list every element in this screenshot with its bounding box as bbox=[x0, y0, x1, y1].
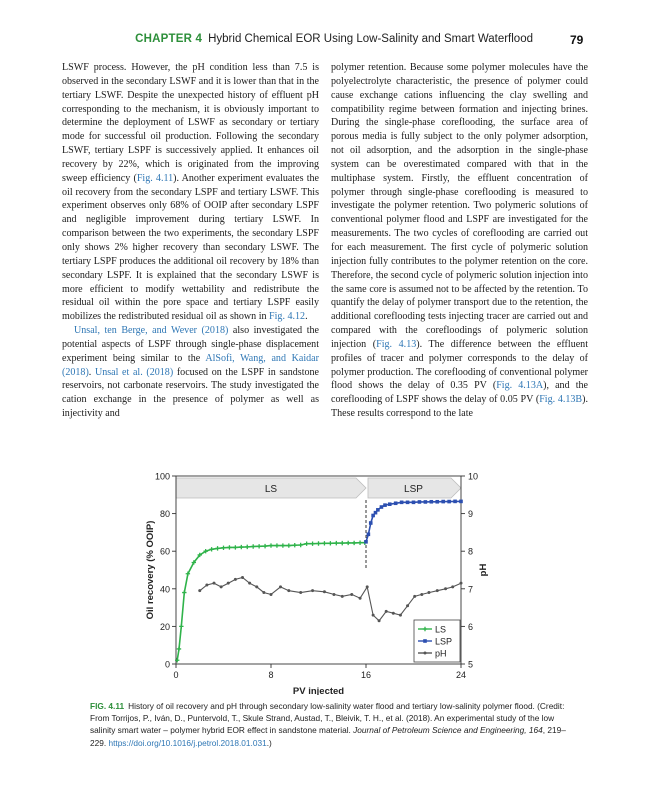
paragraph bbox=[62, 61, 319, 324]
chapter-title: Hybrid Chemical EOR Using Low-Salinity and Smart Waterflood bbox=[208, 33, 533, 45]
ls-point bbox=[221, 546, 225, 550]
ph-point bbox=[270, 593, 273, 596]
lsp-point bbox=[424, 500, 428, 504]
ph-point bbox=[460, 582, 463, 585]
series-ls bbox=[175, 541, 367, 663]
x-tick-label: 24 bbox=[455, 670, 467, 680]
y2-tick-label: 5 bbox=[468, 659, 474, 670]
text: also investigated the potential aspects of LSPF through single-phase displacement experiment being similar to the bbox=[62, 325, 319, 364]
text: ), and the coreflooding of LSPF shows the delay of 0.05 PV ( bbox=[331, 380, 589, 406]
ls-point bbox=[287, 543, 291, 547]
text: ). These results correspond to the late bbox=[331, 394, 588, 420]
paragraph bbox=[331, 61, 588, 421]
lsp-point bbox=[435, 500, 439, 504]
lsp-point bbox=[369, 521, 373, 525]
text: . bbox=[88, 366, 95, 378]
y-tick-label: 40 bbox=[159, 584, 170, 595]
ph-point bbox=[299, 591, 302, 594]
ph-point bbox=[255, 585, 258, 588]
paragraph bbox=[62, 324, 319, 421]
ls-point bbox=[239, 545, 243, 549]
figure-link[interactable]: Fig. 4.13A bbox=[496, 380, 544, 392]
lsp-point bbox=[380, 505, 384, 509]
y2-tick-label: 6 bbox=[468, 621, 474, 632]
series-ph bbox=[198, 576, 462, 622]
ph-point bbox=[406, 604, 409, 607]
ls-point bbox=[269, 543, 273, 547]
chapter-heading bbox=[135, 33, 533, 45]
ls-point bbox=[263, 544, 267, 548]
ls-point bbox=[251, 544, 255, 548]
x-tick-label: 0 bbox=[173, 670, 179, 680]
legend bbox=[414, 620, 460, 662]
ph-point bbox=[248, 582, 251, 585]
ls-point bbox=[179, 624, 183, 628]
ph-line bbox=[200, 578, 461, 621]
ph-point bbox=[234, 578, 237, 581]
ph-point bbox=[420, 593, 423, 596]
caption-journal: Journal of Petroleum Science and Engineering, 164 bbox=[353, 725, 543, 736]
y2-tick-label: 10 bbox=[468, 471, 479, 482]
figure-4-11 bbox=[0, 460, 648, 695]
lsp-point bbox=[453, 500, 457, 504]
legend-label: LSP bbox=[435, 636, 453, 647]
ls-point bbox=[182, 590, 186, 594]
ph-point bbox=[359, 597, 362, 600]
lsp-point bbox=[383, 503, 387, 507]
text: polymer retention. Because some polymer molecules have the polyelectrolyte characteristic, the presence of polymer could cause exchange cations influencing the clay swelling and compatibility regime between formation and injecting brines. During the single-phase coreflooding, the surface area of porous media is fully subject to the only polymer adsorption, not oil adsorption, and the adsorption in the single-phase system can be overestimated compared with that in the multiphase system. Firstly, the effluent concentration of polymer through single-phase coreflooding is measured to investigate the polymer retention. Two polymeric solutions of conventional polymer flood and LSPF are investigated for the measurements. The two cycles of coreflooding are carried out for each measurement. The first cycle of polymeric solution injection fully contributes to the polymer retention on the core. Therefore, the second cycle of polymeric solution injection into the same core is assumed not to be affected by the retention. To quantify the delay of polymer transport due to the retention, the additional coreflooding tests injecting tracer are carried out and compared with the corefloodings of polymeric solution injection ( bbox=[331, 62, 588, 350]
lsp-point bbox=[459, 500, 463, 504]
caption-text: History of oil recovery and pH through secondary low-salinity water flood and tertiary low-salinity polymer flood. (Credit: From Torrijos, P., Iván, D., Puntervold, T., Skule Strand, Austad, T., Bleivik, T. H., et al. (2018). An experimental study of the low salinity smart water – polymer hybrid EOR effect in sandstone material. bbox=[90, 701, 565, 736]
ls-point bbox=[352, 541, 356, 545]
ls-point bbox=[304, 541, 308, 545]
text: ). Another experiment evaluates the oil recovery from the secondary LSPF and tertiary LSWF. This experiment observes only 68% of OOIP after secondary LSPF and negligible improvement during tertiary LSWF. In comparison between the two experiments, the secondary LSPF only shows 2% higher recovery than secondary LSWF. The tertiary LSPF produces the additional oil recovery by 18% than secondary LSPF. It is explained that the secondary LSWF is more efficient to modify wettability and redistribute the residual oil within the pore space and tertiary LSPF easily mobilizes the redistributed residual oil as shown in bbox=[62, 172, 320, 323]
y-tick-label: 20 bbox=[159, 621, 170, 632]
ph-point bbox=[341, 595, 344, 598]
y-tick-label: 0 bbox=[164, 659, 170, 670]
ls-point bbox=[346, 541, 350, 545]
lsp-point bbox=[400, 501, 404, 505]
figure-link[interactable]: Fig. 4.13B bbox=[539, 394, 583, 406]
ph-point bbox=[311, 589, 314, 592]
right-column bbox=[331, 61, 588, 421]
lsp-point bbox=[388, 502, 392, 506]
doi-link[interactable]: https://doi.org/10.1016/j.petrol.2018.01.031 bbox=[108, 737, 267, 748]
lsp-point bbox=[412, 501, 416, 505]
x-tick-label: 16 bbox=[360, 670, 372, 680]
lsp-point bbox=[364, 540, 368, 544]
ls-point bbox=[233, 545, 237, 549]
ls-point bbox=[177, 647, 181, 651]
ls-point bbox=[281, 543, 285, 547]
legend-label: pH bbox=[435, 648, 447, 659]
ph-point bbox=[241, 576, 244, 579]
running-header bbox=[0, 33, 648, 49]
left-column bbox=[62, 61, 319, 421]
ls-point bbox=[298, 543, 302, 547]
ls-point bbox=[209, 547, 213, 551]
ls-point bbox=[328, 541, 332, 545]
ph-point bbox=[198, 589, 201, 592]
figure-link[interactable]: Fig. 4.12 bbox=[269, 311, 306, 323]
figure-link[interactable]: Fig. 4.11 bbox=[136, 172, 174, 184]
caption-text: , 219–229. bbox=[90, 725, 566, 748]
text: focused on the LSPF in sandstone reservoirs, not carbonate reservoirs. The study investigated the cation exchange in the presence of polymer as well as injectivity and bbox=[62, 366, 319, 420]
text: LSWF process. However, the pH condition less than 7.5 is observed in the secondary LSWF and it is lower than that in the tertiary LSWF. Despite the unexpected history of effluent pH corresponding to the mechanism, it is obviously important to determine the deployment of LSWF as secondary or tertiary mode for successful oil production. Following the secondary LSWF, tertiary LSPF is successively applied. It enhances oil recovery by 22%, which is originated from the improving sweep efficiency ( bbox=[62, 62, 319, 184]
ph-point bbox=[350, 593, 353, 596]
ph-point bbox=[372, 614, 375, 617]
ph-point bbox=[399, 614, 402, 617]
lsp-point bbox=[418, 500, 422, 504]
ls-point bbox=[316, 541, 320, 545]
ls-point bbox=[334, 541, 338, 545]
ph-point bbox=[385, 610, 388, 613]
lsp-point bbox=[447, 500, 451, 504]
figure-caption bbox=[90, 700, 568, 749]
chapter-label: CHAPTER 4 bbox=[135, 33, 203, 45]
citation-link[interactable]: Unsal et al. (2018) bbox=[94, 366, 174, 378]
lsp-point bbox=[441, 500, 445, 504]
citation-link[interactable]: AlSofi, Wang, and Kaidar (2018) bbox=[62, 352, 319, 378]
ph-point bbox=[279, 585, 282, 588]
y-tick-label: 100 bbox=[154, 471, 170, 482]
ls-phase-label: LS bbox=[264, 484, 278, 495]
x-tick-label: 8 bbox=[268, 670, 274, 680]
legend-label: LS bbox=[435, 624, 447, 635]
ph-point bbox=[287, 589, 290, 592]
ph-point bbox=[213, 582, 216, 585]
ph-point bbox=[427, 591, 430, 594]
ph-point bbox=[220, 585, 223, 588]
text: . bbox=[305, 311, 308, 323]
y2-tick-label: 9 bbox=[468, 509, 474, 520]
caption-text: .) bbox=[266, 737, 272, 748]
phase-arrows bbox=[176, 478, 461, 498]
ph-point bbox=[378, 619, 381, 622]
ls-point bbox=[227, 545, 231, 549]
ls-point bbox=[275, 543, 279, 547]
lsp-point bbox=[376, 508, 380, 512]
ph-point bbox=[262, 591, 265, 594]
ph-point bbox=[436, 589, 439, 592]
caption-label: FIG. 4.11 bbox=[90, 701, 125, 711]
y-tick-label: 80 bbox=[159, 509, 170, 520]
lsp-point bbox=[367, 532, 371, 536]
ls-point bbox=[322, 541, 326, 545]
ph-point bbox=[323, 590, 326, 593]
ph-point bbox=[392, 612, 395, 615]
ph-point bbox=[205, 584, 208, 587]
ls-point bbox=[215, 546, 219, 550]
y-axis-label: Oil recovery (% OOIP) bbox=[145, 520, 156, 620]
ph-point bbox=[424, 652, 427, 655]
x-axis-label: PV injected bbox=[292, 686, 345, 695]
ph-point bbox=[227, 582, 230, 585]
ls-point bbox=[245, 545, 249, 549]
text: ). The difference between the effluent profiles of tracer and polymer corresponds to the delay of polymer production. The coreflooding of conventional polymer flood shows the delay of 0.35 PV ( bbox=[331, 338, 588, 392]
ls-point bbox=[340, 541, 344, 545]
ls-point bbox=[310, 541, 314, 545]
lsp-point bbox=[394, 501, 398, 505]
citation-link[interactable]: Unsal, ten Berge, and Wever (2018) bbox=[74, 325, 229, 337]
page-number: 79 bbox=[570, 33, 584, 47]
figure-link[interactable]: Fig. 4.13 bbox=[376, 338, 417, 350]
ph-point bbox=[413, 595, 416, 598]
series-lsp bbox=[364, 500, 463, 544]
ph-point bbox=[451, 585, 454, 588]
y2-tick-label: 8 bbox=[468, 546, 474, 557]
ls-line bbox=[177, 543, 365, 661]
ls-point bbox=[293, 543, 297, 547]
ph-point bbox=[444, 587, 447, 590]
lsp-point bbox=[430, 500, 434, 504]
lsp-point bbox=[423, 639, 427, 643]
y-tick-label: 60 bbox=[159, 546, 170, 557]
recovery-ph-chart bbox=[0, 460, 648, 695]
ph-point bbox=[366, 585, 369, 588]
ph-point bbox=[332, 593, 335, 596]
y2-tick-label: 7 bbox=[468, 584, 474, 595]
lsp-phase-label: LSP bbox=[404, 484, 423, 495]
lsp-point bbox=[406, 501, 410, 505]
ls-point bbox=[358, 541, 362, 545]
ls-point bbox=[257, 544, 261, 548]
y2-axis-label: pH bbox=[478, 563, 489, 577]
